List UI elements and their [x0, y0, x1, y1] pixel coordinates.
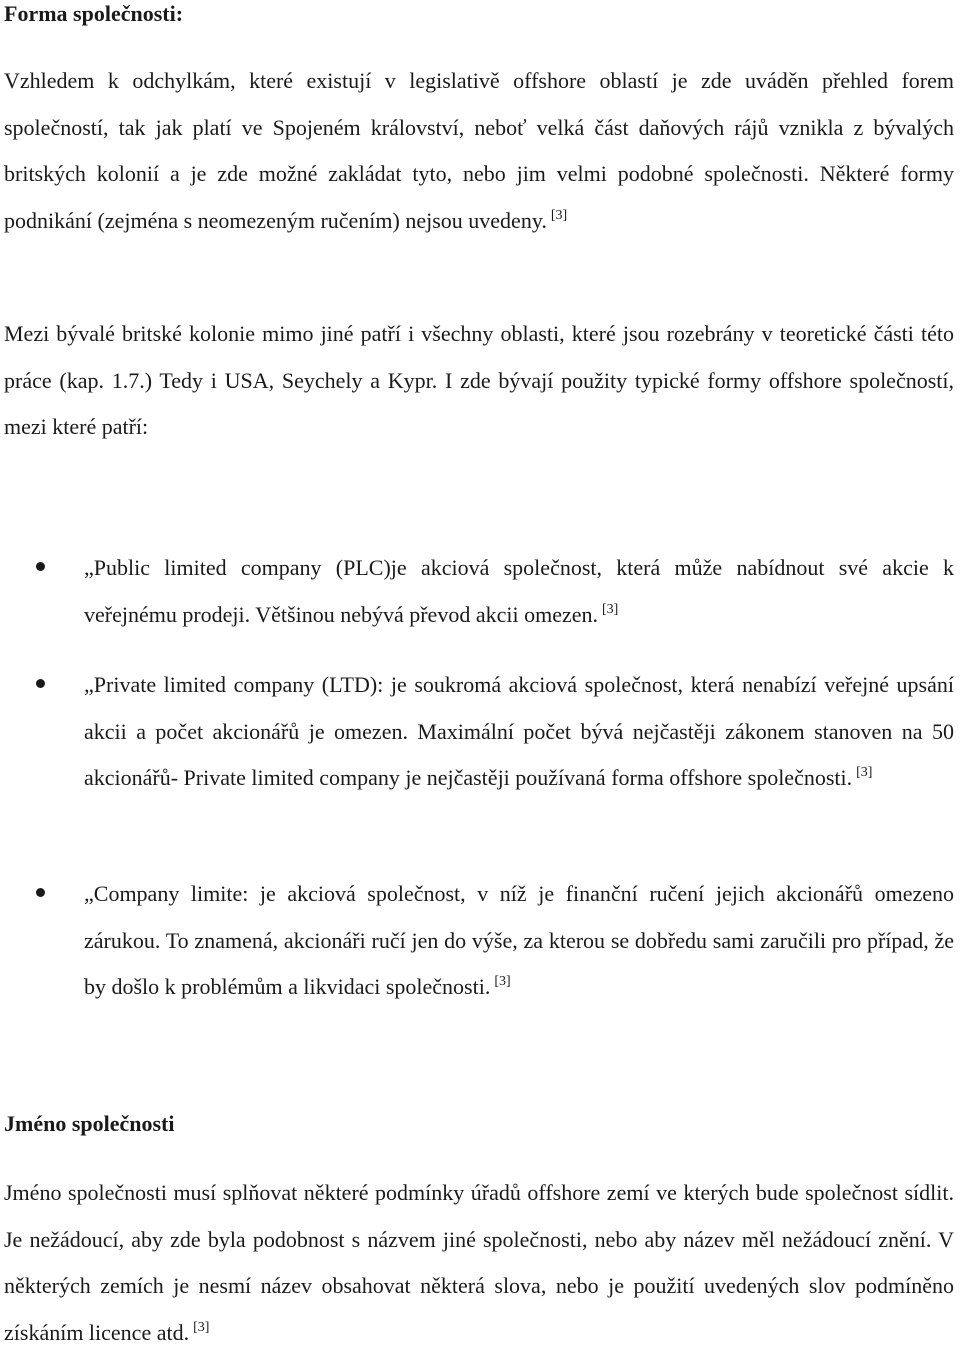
list-item-body: „Private limited company (LTD): je soukromá akciová společnost, která nenabízí veřejné upsání akcii a počet akcionářů je omezen. Maximální počet bývá nejčastěji zákonem stanoven na 50 akcionářů- Private limited company je nejčastěji používaná forma offshore společnosti. [84, 672, 954, 791]
heading-colon: : [175, 1, 184, 26]
list-item-text [84, 662, 954, 802]
list-item-text [84, 545, 954, 638]
heading-bold-text: Jméno společnosti [4, 1111, 175, 1136]
paragraph-colonies-text: Mezi bývalé britské kolonie mimo jiné patří i všechny oblasti, které jsou rozebrány v teoretické části této práce (kap. 1.7.) Tedy i USA, Seychely a Kypr. I zde bývají použity typické formy offshore společností, mezi které patří: [4, 321, 954, 440]
list-item-body: „Public limited company (PLC)je akciová společnost, která může nabídnout své akcie k veřejnému prodeji. Většinou nebývá převod akcii omezen. [84, 555, 954, 627]
citation-ref: [3] [550, 207, 568, 223]
paragraph-colonies [4, 311, 954, 451]
paragraph-intro-text: Vzhledem k odchylkám, které existují v legislativě offshore oblastí je zde uváděn přehled forem společností, tak jak platí ve Spojeném království, neboť velká část daňových rájů vznikla z bývalých britských kolonií a je zde možné zakládat tyto, nebo jim velmi podobné společnosti. Některé formy podnikání (zejména s neomezeným ručením) nejsou uvedeny. [4, 68, 954, 233]
citation-ref: [3] [193, 1319, 210, 1335]
list-item-body: „Company limite: je akciová společnost, v níž je finanční ručení jejich akcionářů omezeno zárukou. To znamená, akcionáři ručí jen do výše, za kterou se dobředu sami zaručili pro případ, že by došlo k problémům a likvidaci společnosti. [84, 881, 954, 1000]
heading-bold-text: Forma společnosti [4, 1, 176, 26]
paragraph-company-name [4, 1170, 954, 1356]
section-heading-company-form [4, 0, 183, 28]
paragraph-company-name-text: Jméno společnosti musí splňovat některé podmínky úřadů offshore zemí ve kterých bude společnost sídlit. Je nežádoucí, aby zde byla podobnost s názvem jiné společnosti, nebo aby název měl nežádoucí znění. V některých zemích je nesmí název obsahovat některá slova, nebo je použití uvedených slov podmíněno získáním licence atd. [4, 1180, 954, 1345]
citation-ref: [3] [494, 974, 511, 990]
citation-ref: [3] [601, 601, 619, 617]
paragraph-intro [4, 58, 954, 244]
citation-ref: [3] [856, 765, 873, 781]
bullet-icon [36, 562, 45, 571]
list-item-text [84, 871, 954, 1011]
bullet-icon [36, 679, 45, 688]
section-heading-company-name [4, 1110, 175, 1138]
bullet-icon [36, 888, 45, 897]
